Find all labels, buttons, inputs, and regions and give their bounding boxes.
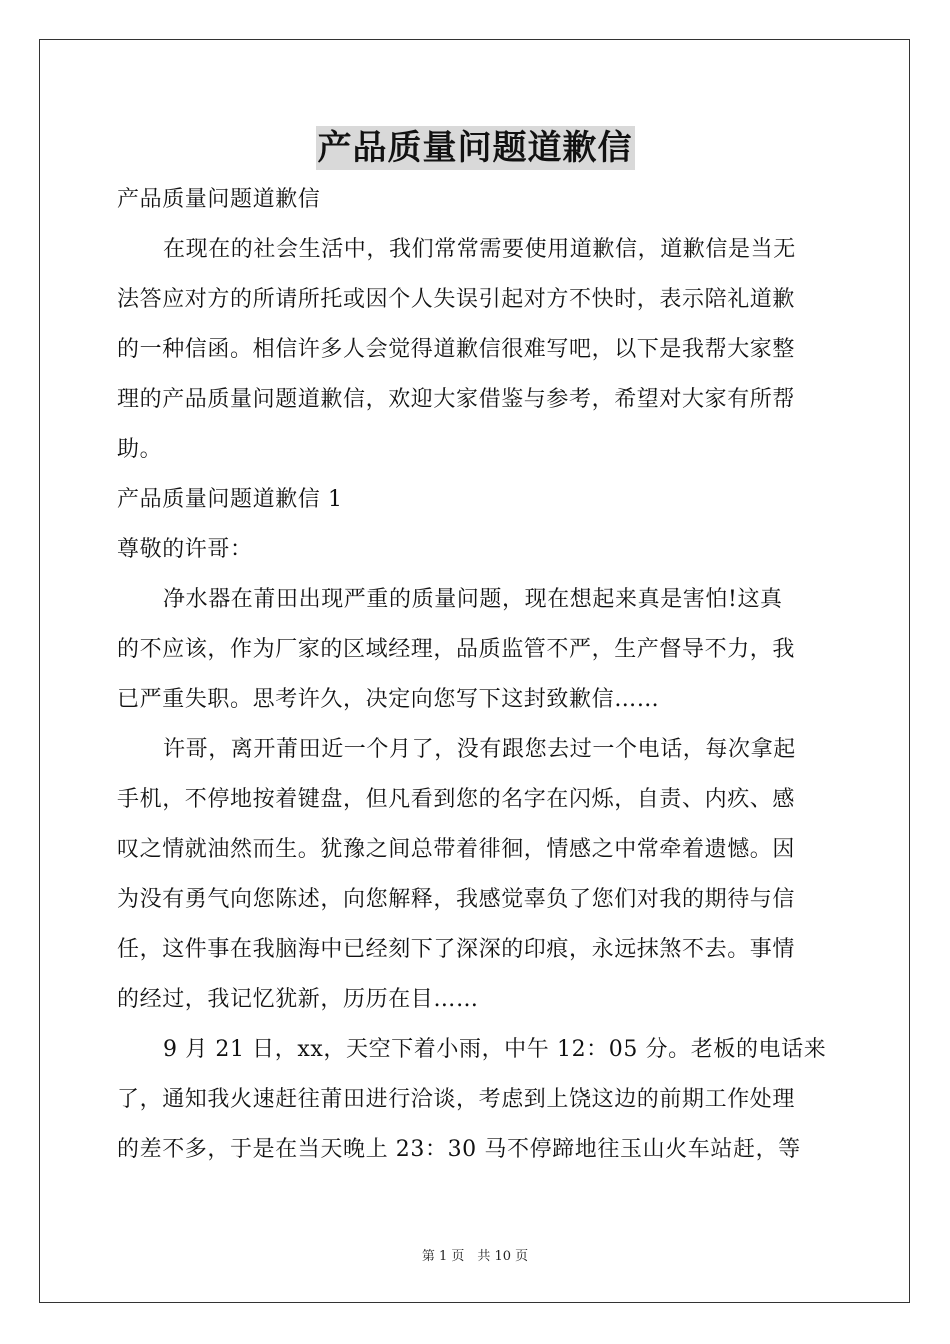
body-line: 为没有勇气向您陈述，向您解释，我感觉辜负了您们对我的期待与信 <box>117 887 796 912</box>
document-body <box>117 175 833 1175</box>
body-line: 9 月 21 日，xx，天空下着小雨，中午 12：05 分。老板的电话来 <box>163 1037 827 1062</box>
page-footer: 第 1 页 共 10 页 <box>421 1249 529 1264</box>
body-line: 已严重失职。思考许久，决定向您写下这封致歉信…… <box>117 687 660 712</box>
body-line: 法答应对方的所请所托或因个人失误引起对方不快时，表示陪礼道歉 <box>117 287 796 312</box>
body-line: 叹之情就油然而生。犹豫之间总带着徘徊，情感之中常牵着遗憾。因 <box>117 837 796 862</box>
body-line: 理的产品质量问题道歉信，欢迎大家借鉴与参考，希望对大家有所帮 <box>117 387 796 412</box>
body-line: 尊敬的许哥： <box>117 537 253 562</box>
body-line: 产品质量问题道歉信 <box>117 187 321 212</box>
body-line: 净水器在莆田出现严重的质量问题，现在想起来真是害怕!这真 <box>163 587 783 612</box>
body-line: 任，这件事在我脑海中已经刻下了深深的印痕，永远抹煞不去。事情 <box>117 937 796 962</box>
body-line: 助。 <box>117 437 163 462</box>
body-line: 的一种信函。相信许多人会觉得道歉信很难写吧，以下是我帮大家整 <box>117 337 796 362</box>
body-line: 在现在的社会生活中，我们常常需要使用道歉信，道歉信是当无 <box>163 237 796 262</box>
document-title: 产品质量问题道歉信 <box>317 128 633 168</box>
body-line: 产品质量问题道歉信 1 <box>117 487 343 512</box>
body-line: 的差不多，于是在当天晚上 23：30 马不停蹄地往玉山火车站赶，等 <box>117 1137 801 1162</box>
title-container <box>0 126 950 170</box>
body-line: 了，通知我火速赶往莆田进行洽谈，考虑到上饶这边的前期工作处理 <box>117 1087 796 1112</box>
body-line: 许哥，离开莆田近一个月了，没有跟您去过一个电话，每次拿起 <box>163 737 796 762</box>
body-line: 手机，不停地按着键盘，但凡看到您的名字在闪烁，自责、内疚、感 <box>117 787 796 812</box>
body-line: 的经过，我记忆犹新，历历在目…… <box>117 987 479 1012</box>
body-line: 的不应该，作为厂家的区域经理，品质监管不严，生产督导不力，我 <box>117 637 796 662</box>
